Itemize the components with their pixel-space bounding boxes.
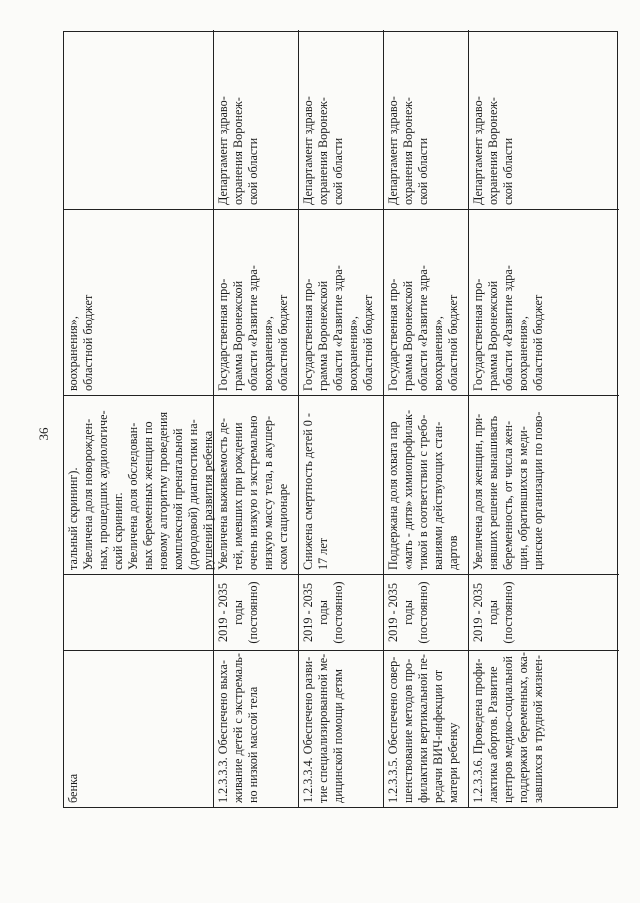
period-line: (постоянно): [246, 581, 260, 644]
result-line: Поддержана доля охвата пар: [386, 421, 400, 570]
funding-line: воохранения»,: [66, 316, 80, 391]
result-line: «мать - дитя» химиопрофилак-: [401, 409, 415, 570]
task-cell: [64, 650, 213, 807]
result-line: нявших решение вынашивать: [486, 415, 500, 570]
result-line: Увеличена доля женщин, при-: [471, 413, 485, 570]
period-line: 2019 - 2035: [216, 583, 230, 642]
period-line: годы: [486, 600, 500, 625]
funding-line: грамма Воронежской: [316, 280, 330, 391]
task-line: 1.2.3.3.4. Обеспечено разви-: [301, 656, 315, 803]
funding-line: областной бюджет: [361, 294, 375, 391]
task-line: 1.2.3.3.5. Обеспечено совер-: [386, 656, 400, 803]
period-line: годы: [231, 600, 245, 625]
executor-line: Департамент здраво-: [471, 96, 485, 205]
funding-line: воохранения»,: [431, 316, 445, 391]
executor-cell: [384, 30, 468, 209]
funding-line: областной бюджет: [276, 294, 290, 391]
task-line: живание детей с экстремаль-: [231, 653, 245, 803]
period-line: (постоянно): [416, 581, 430, 644]
result-cell: [214, 395, 298, 574]
task-line: но низкой массой тела: [246, 686, 260, 803]
period-line: годы: [316, 600, 330, 625]
task-line: матери ребенку: [446, 722, 460, 803]
period-line: 2019 - 2035: [471, 583, 485, 642]
result-cell: [299, 395, 383, 574]
result-line: рушений развития ребенка: [201, 430, 215, 570]
funding-line: воохранения»,: [346, 316, 360, 391]
period-line: 2019 - 2035: [301, 583, 315, 642]
funding-line: Государственная про-: [216, 278, 230, 391]
page-number: 36: [36, 427, 51, 441]
task-line: тие специализированной ме-: [316, 653, 330, 803]
executor-line: охранения Воронеж-: [316, 97, 330, 205]
table-row: [299, 30, 384, 807]
funding-line: Государственная про-: [301, 278, 315, 391]
period-line: годы: [401, 600, 415, 625]
funding-source-cell: [299, 209, 383, 395]
executor-line: Департамент здраво-: [301, 96, 315, 205]
task-cell: [384, 650, 468, 807]
funding-line: грамма Воронежской: [231, 280, 245, 391]
result-line: (дородовой) диагностики на-: [186, 419, 200, 570]
executor-cell: [64, 30, 213, 209]
result-line: Увеличена доля новорожден-: [81, 418, 95, 570]
task-line: 1.2.3.3.3. Обеспечено выха-: [216, 660, 230, 803]
task-line: 1.2.3.3.6. Проведена профи-: [471, 658, 485, 803]
result-line: очень низкую и экстремально: [246, 415, 260, 570]
funding-line: области «Развитие здра-: [501, 265, 515, 391]
executor-line: ской области: [501, 137, 515, 205]
executor-cell: [299, 30, 383, 209]
result-line: тикой в соответствии с требо-: [416, 414, 430, 570]
period-line: (постоянно): [331, 581, 345, 644]
result-line: ском стационаре: [276, 483, 290, 570]
executor-line: ской области: [416, 137, 430, 205]
funding-line: области «Развитие здра-: [416, 265, 430, 391]
result-cell: [469, 395, 619, 574]
funding-line: грамма Воронежской: [486, 280, 500, 391]
result-line: Снижена смертность детей 0 -: [301, 413, 315, 570]
result-cell: [64, 395, 213, 574]
result-line: ваниями действующих стан-: [431, 421, 445, 570]
executor-line: Департамент здраво-: [216, 96, 230, 205]
task-line: центров медико-социальной: [501, 656, 515, 803]
funding-source-cell: [384, 209, 468, 395]
funding-source-cell: [469, 209, 619, 395]
table-row: [214, 30, 299, 807]
task-cell: [214, 650, 298, 807]
period-cell: [64, 574, 213, 650]
funding-line: Государственная про-: [386, 278, 400, 391]
period-line: 2019 - 2035: [386, 583, 400, 642]
plan-table: [63, 31, 618, 808]
result-line: 17 лет: [316, 537, 330, 570]
period-cell: [299, 574, 383, 650]
funding-line: областной бюджет: [446, 294, 460, 391]
result-line: ский скрининг.: [111, 492, 125, 570]
table-row: [384, 30, 469, 807]
result-line: ных беременных женщин по: [141, 421, 155, 570]
result-line: дартов: [446, 535, 460, 570]
result-line: цинские организации по пово-: [531, 411, 545, 570]
task-cell: [469, 650, 619, 807]
funding-line: областной бюджет: [81, 294, 95, 391]
funding-line: области «Развитие здра-: [331, 265, 345, 391]
result-line: щин, обратившихся в меди-: [516, 426, 530, 570]
task-line: бенка: [66, 773, 80, 803]
funding-source-cell: [64, 209, 213, 395]
period-cell: [384, 574, 468, 650]
task-line: поддержки беременных, ока-: [516, 652, 530, 803]
funding-line: воохранения»,: [516, 316, 530, 391]
result-line: тальный скрининг).: [66, 467, 80, 570]
executor-cell: [214, 30, 298, 209]
funding-line: грамма Воронежской: [401, 280, 415, 391]
table-row: [64, 30, 214, 807]
result-line: беременность, от числа жен-: [501, 420, 515, 570]
executor-line: ской области: [331, 137, 345, 205]
result-line: тей, имевших при рождении: [231, 422, 245, 570]
table-row: [469, 30, 619, 807]
executor-line: ской области: [246, 137, 260, 205]
result-cell: [384, 395, 468, 574]
executor-line: охранения Воронеж-: [401, 97, 415, 205]
period-line: (постоянно): [501, 581, 515, 644]
executor-line: охранения Воронеж-: [231, 97, 245, 205]
executor-line: охранения Воронеж-: [486, 97, 500, 205]
task-line: лактика абортов. Развитие: [486, 666, 500, 803]
task-line: редачи ВИЧ-инфекции от: [431, 669, 445, 803]
result-line: ных, прошедших аудиологиче-: [96, 410, 110, 570]
funding-line: области «Развитие здра-: [246, 265, 260, 391]
executor-line: Департамент здраво-: [386, 96, 400, 205]
executor-cell: [469, 30, 619, 209]
task-line: завшихся в трудной жизнен-: [531, 655, 545, 803]
funding-line: воохранения»,: [261, 316, 275, 391]
result-line: Увеличена доля обследован-: [126, 422, 140, 570]
task-line: филактики вертикальной пе-: [416, 654, 430, 803]
result-line: низкую массу тела, в акушер-: [261, 415, 275, 570]
task-line: дицинской помощи детям: [331, 669, 345, 803]
funding-line: областной бюджет: [531, 294, 545, 391]
result-line: новому алгоритму проведения: [156, 411, 170, 570]
funding-source-cell: [214, 209, 298, 395]
task-line: шенствование методов про-: [401, 658, 415, 803]
period-cell: [469, 574, 619, 650]
result-line: Увеличена выживаемость де-: [216, 418, 230, 570]
period-cell: [214, 574, 298, 650]
funding-line: Государственная про-: [471, 278, 485, 391]
task-cell: [299, 650, 383, 807]
result-line: комплексной пренатальной: [171, 428, 185, 570]
